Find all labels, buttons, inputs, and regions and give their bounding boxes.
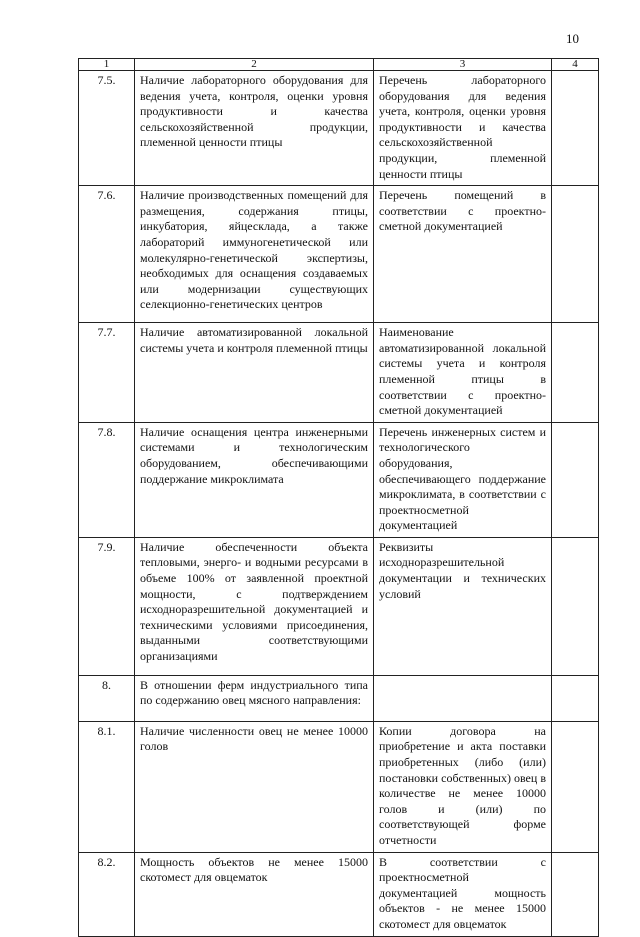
document-cell: Реквизиты исходноразрешительной документации и технических условий — [374, 537, 552, 675]
row-number: 8.1. — [79, 721, 135, 852]
note-cell — [552, 422, 599, 537]
note-cell — [552, 323, 599, 423]
column-header-3: 3 — [374, 59, 552, 71]
column-header-1: 1 — [79, 59, 135, 71]
table-row — [79, 721, 599, 852]
document-cell: В соответствии с проектносметной документацией мощность объектов - не менее 15000 скотомест для овцематок — [374, 852, 552, 936]
column-header-2: 2 — [135, 59, 374, 71]
criteria-table — [78, 58, 599, 937]
table-row — [79, 422, 599, 537]
criterion-cell: В отношении ферм индустриального типа по содержанию овец мясного направления: — [135, 675, 374, 721]
row-number: 7.6. — [79, 186, 135, 323]
note-cell — [552, 852, 599, 936]
table-row — [79, 675, 599, 721]
row-number: 7.5. — [79, 71, 135, 186]
table-header-row — [79, 59, 599, 71]
note-cell — [552, 537, 599, 675]
criterion-cell: Наличие производственных помещений для размещения, содержания птицы, инкубатория, яйцесклада, а также лабораторий иммуногенетической или молекулярно-генетической экспертизы, необходимых для оснащения создаваемых или модернизации существующих селекционно-генетических центров — [135, 186, 374, 323]
note-cell — [552, 71, 599, 186]
criterion-cell: Наличие оснащения центра инженерными системами и технологическим оборудованием, обеспечивающими поддержание микроклимата — [135, 422, 374, 537]
row-number: 7.9. — [79, 537, 135, 675]
table-row — [79, 71, 599, 186]
criterion-cell: Наличие автоматизированной локальной системы учета и контроля племенной птицы — [135, 323, 374, 423]
criterion-cell: Наличие лабораторного оборудования для ведения учета, контроля, оценки уровня продуктивности и качества сельскохозяйственной продукции, племенной ценности птицы — [135, 71, 374, 186]
document-cell: Наименование автоматизированной локальной системы учета и контроля племенной птицы в соответствии с проектно-сметной документацией — [374, 323, 552, 423]
column-header-4: 4 — [552, 59, 599, 71]
document-cell — [374, 675, 552, 721]
document-cell: Перечень лабораторного оборудования для ведения учета, контроля, оценки уровня продуктивности и качества сельскохозяйственной продукции, племенной ценности птицы — [374, 71, 552, 186]
table-row — [79, 186, 599, 323]
criterion-cell: Мощность объектов не менее 15000 скотомест для овцематок — [135, 852, 374, 936]
document-cell: Перечень инженерных систем и технологического оборудования, обеспечивающего поддержание микроклимата, в соответствии с проектносметной документацией — [374, 422, 552, 537]
criterion-cell: Наличие обеспеченности объекта тепловыми, энерго- и водными ресурсами в объеме 100% от заявленной проектной мощности, с подтверждением исходноразрешительной документацией и техническими условиями присоединения, выданными соответствующими организациями — [135, 537, 374, 675]
note-cell — [552, 186, 599, 323]
document-cell: Перечень помещений в соответствии с проектно-сметной документацией — [374, 186, 552, 323]
table-row — [79, 852, 599, 936]
document-cell: Копии договора на приобретение и акта поставки приобретенных (либо (или) постановки собственных) овец в количестве не менее 10000 голов и (или) по соответствующей форме отчетности — [374, 721, 552, 852]
row-number: 8.2. — [79, 852, 135, 936]
note-cell — [552, 675, 599, 721]
table-row — [79, 323, 599, 423]
row-number: 8. — [79, 675, 135, 721]
row-number: 7.8. — [79, 422, 135, 537]
note-cell — [552, 721, 599, 852]
criterion-cell: Наличие численности овец не менее 10000 голов — [135, 721, 374, 852]
page-number: 10 — [566, 31, 579, 46]
table-row — [79, 537, 599, 675]
row-number: 7.7. — [79, 323, 135, 423]
